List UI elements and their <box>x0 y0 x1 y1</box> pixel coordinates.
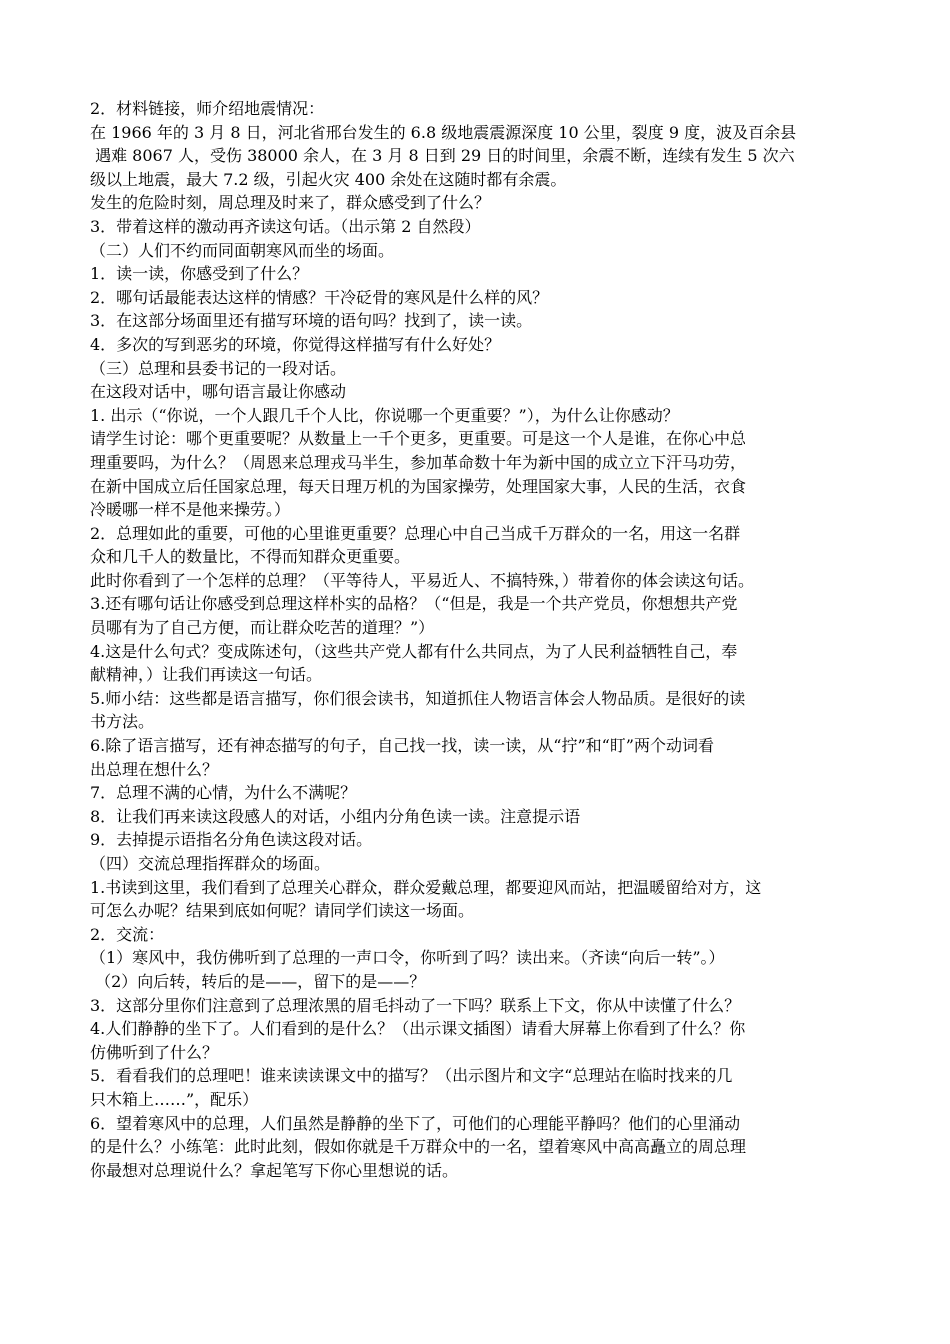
text-line: 6．望着寒风中的总理，人们虽然是静静的坐下了，可他们的心理能平静吗？他们的心里涌动 <box>90 1113 741 1133</box>
text-line: 书方法。 <box>90 712 155 732</box>
text-line: 只木箱上……”，配乐） <box>90 1089 259 1109</box>
text-line: 献精神，）让我们再读这一句话。 <box>90 665 323 685</box>
text-line: 请学生讨论：哪个更重要呢？从数量上一千个更多，更重要。可是这一个人是谁，在你心中总 <box>90 429 747 449</box>
text-line: 众和几千人的数量比，不得而知群众更重要。 <box>90 547 411 567</box>
text-line: 你最想对总理说什么？拿起笔写下你心里想说的话。 <box>90 1160 459 1180</box>
text-line: 3.还有哪句话让你感受到总理这样朴实的品格？（“但是，我是一个共产党员，你想想共产党 <box>90 594 738 614</box>
text-line: 2．哪句话最能表达这样的情感？干冷砭骨的寒风是什么样的风？ <box>90 287 549 307</box>
document-body <box>90 97 862 1182</box>
text-line: 4．多次的写到恶劣的环境，你觉得这样描写有什么好处？ <box>90 334 501 354</box>
text-line: （三）总理和县委书记的一段对话。 <box>90 358 347 378</box>
text-line: 发生的危险时刻，周总理及时来了，群众感受到了什么？ <box>90 193 491 213</box>
text-line: 1.书读到这里，我们看到了总理关心群众，群众爱戴总理，都要迎风而站，把温暖留给对方，这 <box>90 877 762 897</box>
text-line: 在这段对话中，哪句语言最让你感动 <box>90 382 347 402</box>
text-line: 5．看看我们的总理吧！谁来读读课文中的描写？（出示图片和文字“总理站在临时找来的几 <box>90 1066 733 1086</box>
text-line: （2）向后转，转后的是——，留下的是——？ <box>90 971 426 991</box>
text-line: 1. 出示（“你说，一个人跟几千个人比，你说哪一个更重要？”），为什么让你感动？ <box>90 405 679 425</box>
text-line: 3．带着这样的激动再齐读这句话。（出示第 2 自然段） <box>90 216 481 236</box>
text-line: 遇难 8067 人，受伤 38000 余人，在 3 月 8 日到 29 日的时间里，余震不断，连续有发生 5 次六 <box>90 146 795 166</box>
text-line: 8．让我们再来读这段感人的对话，小组内分角色读一读。注意提示语 <box>90 806 581 826</box>
text-line: 出总理在想什么？ <box>90 759 219 779</box>
text-line: 冷暖哪一样不是他来操劳。） <box>90 500 291 520</box>
text-line: 4.人们静静的坐下了。人们看到的是什么？（出示课文插图）请看大屏幕上你看到了什么？你 <box>90 1019 746 1039</box>
text-line: 在新中国成立后任国家总理，每天日理万机的为国家操劳，处理国家大事，人民的生活，衣食 <box>90 476 747 496</box>
text-line: 3．在这部分场面里还有描写环境的语句吗？找到了，读一读。 <box>90 311 533 331</box>
text-line: 2．总理如此的重要，可他的心里谁更重要？总理心中自己当成千万群众的一名，用这一名群 <box>90 523 741 543</box>
text-line: 7．总理不满的心情，为什么不满呢？ <box>90 783 357 803</box>
text-line: 员哪有为了自己方便，而让群众吃苦的道理？”） <box>90 618 435 638</box>
text-line: 的是什么？小练笔：此时此刻，假如你就是千万群众中的一名，望着寒风中高高矗立的周总理 <box>90 1137 747 1157</box>
text-line: 在 1966 年的 3 月 8 日，河北省邢台发生的 6.8 级地震震源深度 10 公里，裂度 9 度，波及百余县 <box>90 122 797 142</box>
text-line: 仿佛听到了什么？ <box>90 1042 219 1062</box>
text-line: 2．材料链接，师介绍地震情况： <box>90 99 325 118</box>
text-line: 级以上地震，最大 7.2 级，引起火灾 400 余处在这随时都有余震。 <box>90 169 567 189</box>
text-line: （1）寒风中，我仿佛听到了总理的一声口令，你听到了吗？读出来。（齐读“向后一转”。） <box>90 948 725 968</box>
text-line: （二）人们不约而同面朝寒风而坐的场面。 <box>90 240 395 260</box>
text-line: 4.这是什么句式？变成陈述句，（这些共产党人都有什么共同点，为了人民利益牺牲自己，奉 <box>90 641 738 661</box>
text-line: 此时你看到了一个怎样的总理？（平等待人，平易近人、不搞特殊，）带着你的体会读这句话。 <box>90 570 755 590</box>
text-line: 5.师小结：这些都是语言描写，你们很会读书，知道抓住人物语言体会人物品质。是很好的读 <box>90 688 746 708</box>
text-line: 6.除了语言描写，还有神态描写的句子，自己找一找，读一读，从“拧”和“盯”两个动词看 <box>90 736 714 756</box>
text-line: 3．这部分里你们注意到了总理浓黑的眉毛抖动了一下吗？联系上下文，你从中读懂了什么？ <box>90 995 741 1015</box>
text-line: 2．交流： <box>90 924 165 944</box>
text-line: 1．读一读，你感受到了什么？ <box>90 264 309 284</box>
text-line: 9．去掉提示语指名分角色读这段对话。 <box>90 830 373 850</box>
text-line: 可怎么办呢？结果到底如何呢？请同学们读这一场面。 <box>90 901 475 921</box>
text-line: （四）交流总理指挥群众的场面。 <box>90 854 331 873</box>
text-line: 理重要吗，为什么？（周恩来总理戎马半生，参加革命数十年为新中国的成立立下汗马功劳， <box>90 452 747 472</box>
